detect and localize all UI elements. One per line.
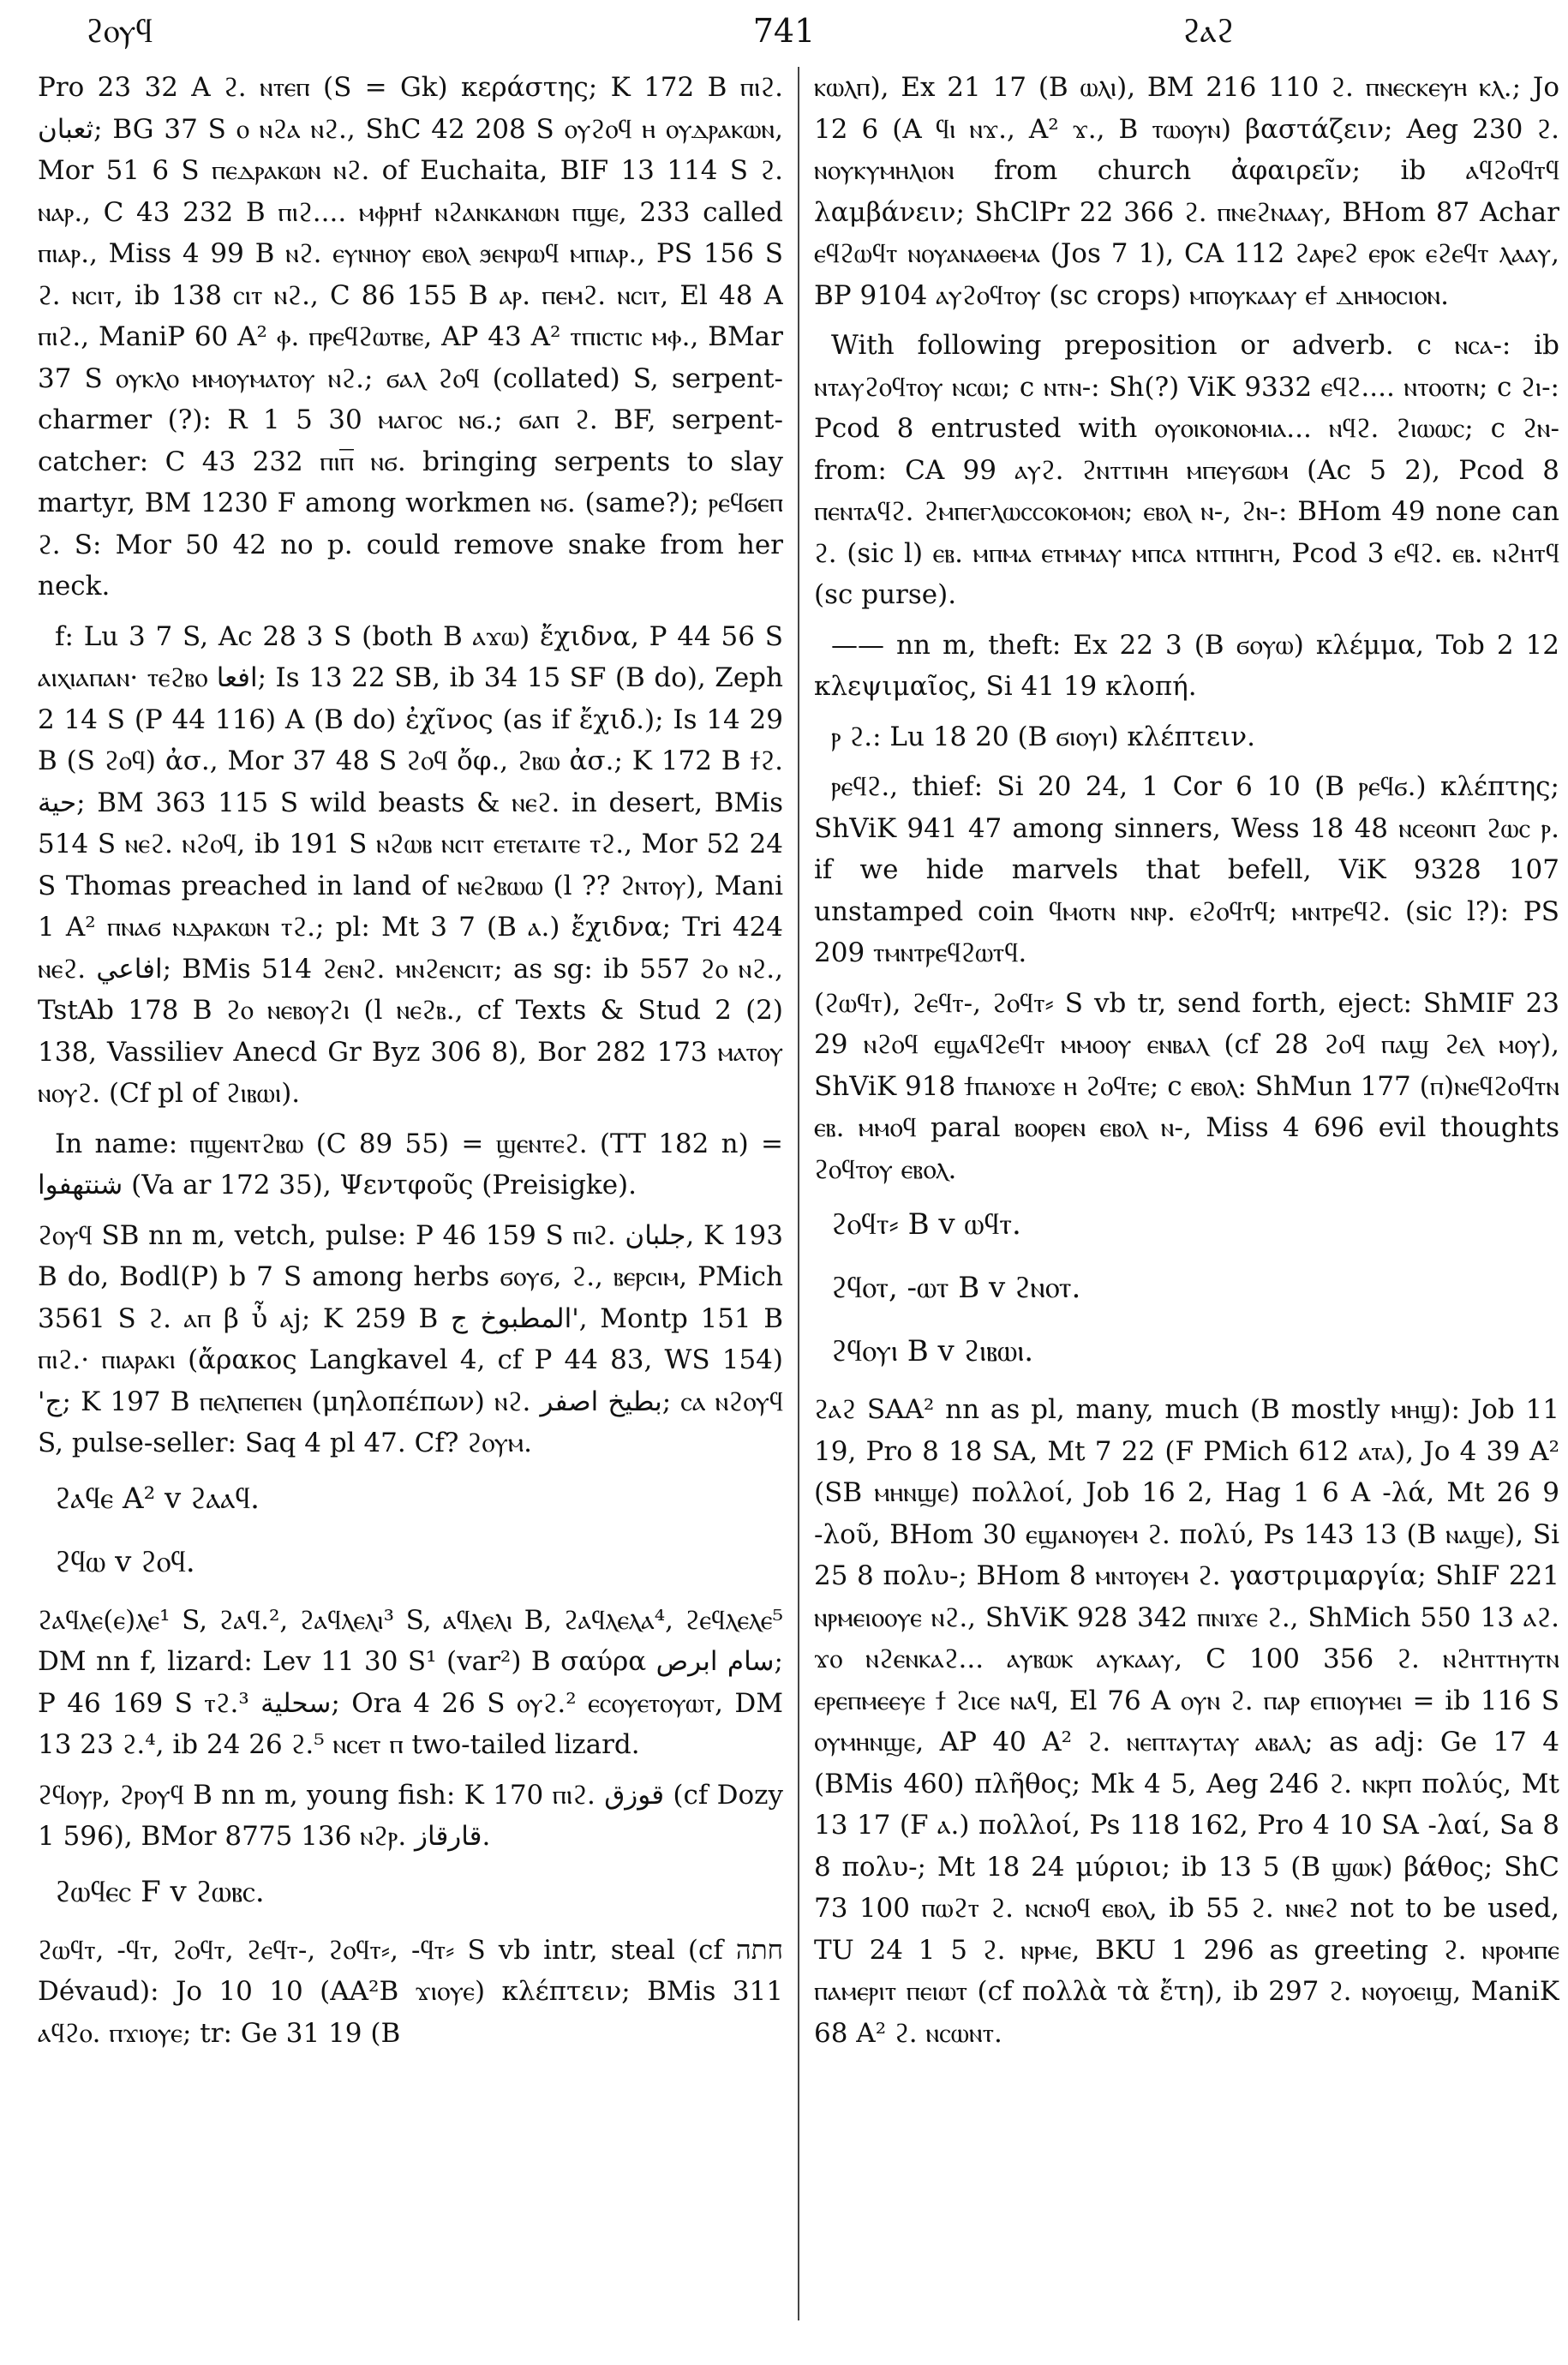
entry-paragraph: —— nn m, theft: Ex 22 3 (B ϭⲟⲩⲱ) κλέμμα, Tob 2 12 κλεψιμαῖος, Si 41 19 κλοπή. xyxy=(814,629,1559,702)
dictionary-entry: ϩⲟⲩϥ SB nn m, vetch, pulse: P 46 159 S ⲡⲓϩ. جلبان, K 193 B do, Bodl(P) b 7 S among herbs ϭⲟⲩϭ, ϩ., ⲃⲉⲣⲥⲓⲙ, PMich 3561 S ϩ. ⲁⲡ β ὖ ⲁϳ; K 259 B المطبوخ ج', Montp 151 B ⲡⲓϩ.· ⲡⲓⲁⲣⲁⲕⲓ (ἄρακος Langkavel 4, cf P 44 83, WS 154) 'ج; K 197 B ⲡⲉⲗⲡⲉⲡⲉⲛ (μηλοπέπων) ⲛϩ. بطيخ اصفر; ⲥⲁ ⲛϩⲟⲩϥ S, pulse-seller: Saq 4 pl 47. Cf? ϩⲟⲩⲙ. xyxy=(38,1219,783,1458)
page-number: 741 xyxy=(752,12,816,50)
entry-paragraph: ⲕⲱⲗⲡ), Ex 21 17 (B ⲱⲗⲓ), BM 216 110 ϩ. ⲡⲛⲉⲥⲕⲉⲩⲏ ⲕⲗ.; Jo 12 6 (A ϥⲓ ⲛϫ., A² ϫ., B ⲧⲱⲟⲩⲛ) βαστάζειν; Aeg 230 ϩ. ⲛⲟⲩⲕⲩⲙⲏⲗⲓⲟⲛ from church ἀφαιρεῖν; ib ⲁϥϩⲟϥⲧϥ λαμβάνειν; ShClPr 22 366 ϩ. ⲡⲛⲉϩⲛⲁⲁⲩ, BHom 87 Achar ⲉϥϩⲱϥⲧ ⲛⲟⲩⲁⲛⲁⲑⲉⲙⲁ (Jos 7 1), CA 112 ϩⲁⲣⲉϩ ⲉⲣⲟⲕ ⲉϩⲉϥⲧ ⲗⲁⲁⲩ, BP 9104 ⲁⲩϩⲟϥⲧⲟⲩ (sc crops) ⲙⲡⲟⲩⲕⲁⲁⲩ ⲉϯ ⲇⲏⲙⲟⲥⲓⲟⲛ. xyxy=(814,72,1559,311)
left-column xyxy=(38,67,783,2339)
entry-paragraph: ⲣⲉϥϩ., thief: Si 20 24, 1 Cor 6 10 (B ⲣⲉϥϭ.) κλέπτης; ShViK 941 47 among sinners, Wess 18 48 ⲛⲥⲉⲟⲛⲡ ϩⲱⲥ ⲣ. if we hide marvels that befell, ViK 9328 107 unstamped coin ϥⲙⲟⲧⲛ ⲛⲛⲣ. ⲉϩⲟϥⲧϥ; ⲙⲛⲧⲣⲉϥϩ. (sic l?): PS 209 ⲧⲙⲛⲧⲣⲉϥϩⲱⲧϥ. xyxy=(814,771,1559,968)
cross-reference-entry: ϩϥⲟⲧ, -ⲱⲧ B v ϩⲛⲟⲧ. xyxy=(831,1271,1081,1305)
dictionary-entry: ϩϥⲟⲩⲣ, ϩⲣⲟⲩϥ B nn m, young fish: K 170 ⲡⲓϩ. قوزق (cf Dozy 1 596), BMor 8775 136 ⲛϩⲣ. قارقاز. xyxy=(38,1779,783,1852)
cross-reference-entry: ϩϥⲟⲩⲓ B v ϩⲓⲃⲱⲓ. xyxy=(831,1334,1034,1368)
dictionary-entry: ϩⲁϥⲗⲉ(ⲉ)ⲗⲉ¹ S, ϩⲁϥ.², ϩⲁϥⲗⲉⲗⲓ³ S, ⲁϥⲗⲉⲗⲓ B, ϩⲁϥⲗⲉⲗⲁ⁴, ϩⲉϥⲗⲉⲗⲉ⁵ DM nn f, lizard: Lev 11 30 S¹ (var²) B σαύρα سام ابرص; P 46 169 S ⲧϩ.³ سحلية; Ora 4 26 S ⲟⲩϩ.² ⲉⲥⲟⲩⲉⲧⲟⲩⲱⲧ, DM 13 23 ϩ.⁴, ib 24 26 ϩ.⁵ ⲛⲥⲉⲧ ⲡ two-tailed lizard. xyxy=(38,1604,783,1760)
running-head-left: ϩⲟⲩϥ xyxy=(86,12,153,50)
entry-paragraph: ⲣ ϩ.: Lu 18 20 (B ϭⲓⲟⲩⲓ) κλέπτειν. xyxy=(831,721,1255,752)
page-header xyxy=(0,0,1568,60)
right-column xyxy=(814,67,1559,2339)
entry-paragraph: Pro 23 32 A ϩ. ⲛⲧⲉⲡ (S = Gk) κεράστης; K 172 B ⲡⲓϩ. ثعبان; BG 37 S ⲟ ⲛϩⲁ ⲛϩ., ShC 42 208 S ⲟⲩϩⲟϥ ⲏ ⲟⲩⲇⲣⲁⲕⲱⲛ, Mor 51 6 S ⲡⲉⲇⲣⲁⲕⲱⲛ ⲛϩ. of Euchaita, BIF 13 114 S ϩ. ⲛⲁⲣ., C 43 232 B ⲡⲓϩ.... ⲙⲫⲣⲏϯ ⲛϩⲁⲛⲕⲁⲛⲱⲛ ⲡϣⲉ, 233 called ⲡⲓⲁⲣ., Miss 4 99 B ⲛϩ. ⲉⲩⲛⲏⲟⲩ ⲉⲃⲟⲗ ϧⲉⲛⲣⲱϥ ⲙⲡⲓⲁⲣ., PS 156 S ϩ. ⲛⲥⲓⲧ, ib 138 ⲥⲓⲧ ⲛϩ., C 86 155 B ⲁⲣ. ⲡⲉⲙϩ. ⲛⲥⲓⲧ, El 48 A ⲡⲓϩ., ManiP 60 A² ⲫ. ⲡⲣⲉϥϩⲱⲧⲃⲉ, AP 43 A² ⲧⲡⲓⲥⲧⲓⲥ ⲙⲫ., BMar 37 S ⲟⲩⲕⲗⲟ ⲙⲙⲟⲩⲙⲁⲧⲟⲩ ⲛϩ.; ϭⲁⲗ ϩⲟϥ (collated) S, serpent-charmer (?): R 1 5 30 ⲙⲁⲅⲟⲥ ⲛϭ.; ϭⲁⲡ ϩ. BF, serpent-catcher: C 43 232 ⲡⲓⲡ̅ ⲛϭ. bringing serpents to slay martyr, BM 1230 F among workmen ⲛϭ. (same?); ⲣⲉϥϭⲉⲡ ϩ. S: Mor 50 42 no p. could remove snake from her neck. xyxy=(38,72,783,602)
cross-reference-entry: ϩⲱϥⲉⲥ F v ϩⲱⲃⲥ. xyxy=(55,1874,265,1909)
column-divider xyxy=(798,67,799,2320)
entry-paragraph: With following preposition or adverb. c ⲛⲥⲁ-: ib ⲛⲧⲁⲩϩⲟϥⲧⲟⲩ ⲛⲥⲱⲓ; c ⲛⲧⲛ-: Sh(?) ViK 9332 ⲉϥϩ.... ⲛⲧⲟⲟⲧⲛ; c ϩⲓ-: Pcod 8 entrusted with ⲟⲩⲟⲓⲕⲟⲛⲟⲙⲓⲁ... ⲛϥϩ. ϩⲓⲱⲱⲥ; c ϩⲛ- from: CA 99 ⲁⲩϩ. ϩⲛⲧⲧⲓⲙⲏ ⲙⲡⲉⲩϭⲱⲙ (Ac 5 2), Pcod 8 ⲡⲉⲛⲧⲁϥϩ. ϩⲙⲡⲉⲅⲗⲱⲥⲥⲟⲕⲟⲙⲟⲛ; ⲉⲃⲟⲗ ⲛ-, ϩⲛ-: BHom 49 none can ϩ. (sic l) ⲉⲃ. ⲙⲡⲙⲁ ⲉⲧⲙⲙⲁⲩ ⲙⲡⲥⲁ ⲛⲧⲡⲏⲅⲏ, Pcod 3 ⲉϥϩ. ⲉⲃ. ⲛϩⲏⲧϥ (sc purse). xyxy=(814,330,1559,610)
dictionary-entry: (ϩⲱϥⲧ), ϩⲉϥⲧ-, ϩⲟϥⲧ⸗ S vb tr, send forth, eject: ShMIF 23 29 ⲛϩⲟϥ ⲉϣⲁϥϩⲉϥⲧ ⲙⲙⲟⲟⲩ ⲉⲛⲃⲁⲗ (cf 28 ϩⲟϥ ⲡⲁϣ ϩⲉⲗ ⲙⲟⲩ), ShViK 918 ϯⲡⲁⲛⲟϫⲉ ⲏ ϩⲟϥⲧⲉ; c ⲉⲃⲟⲗ: ShMun 177 (ⲡ)ⲛⲉϥϩⲟϥⲧⲛ ⲉⲃ. ⲙⲙⲟϥ paral ⲃⲟⲟⲣⲉⲛ ⲉⲃⲟⲗ ⲛ-, Miss 4 696 evil thoughts ϩⲟϥⲧⲟⲩ ⲉⲃⲟⲗ. xyxy=(814,987,1559,1185)
dictionary-entry: ϩⲁϩ SAA² nn as pl, many, much (B mostly ⲙⲏϣ): Job 11 19, Pro 8 18 SA, Mt 7 22 (F PMich 612 ⲁⲧⲁ), Jo 4 39 A² (SB ⲙⲏⲛϣⲉ) πολλοί, Job 16 2, Hag 1 6 A -λά, Mt 26 9 -λοῦ, BHom 30 ⲉϣⲁⲛⲟⲩⲉⲙ ϩ. πολύ, Ps 143 13 (B ⲛⲁϣⲉ), Si 25 8 πολυ-; BHom 8 ⲙⲛⲧⲟⲩⲉⲙ ϩ. γαστριμαργία; ShIF 221 ⲛⲣⲙⲉⲓⲟⲟⲩⲉ ⲛϩ., ShViK 928 342 ⲡⲛⲓϫⲉ ϩ., ShMich 550 13 ⲁϩ. ϫⲟ ⲛϩⲉⲛⲕⲁϩ... ⲁⲩⲃⲱⲕ ⲁⲩⲕⲁⲁⲩ, C 100 356 ϩ. ⲛϩⲏⲧⲧⲏⲩⲧⲛ ⲉⲣⲉⲡⲙⲉⲉⲩⲉ ϯ ϩⲓⲥⲉ ⲛⲁϥ, El 76 A ⲟⲩⲛ ϩ. ⲡⲁⲣ ⲉⲡⲓⲟⲩⲙⲉⲓ = ib 116 S ⲟⲩⲙⲏⲛϣⲉ, AP 40 A² ϩ. ⲛⲉⲡⲧⲁⲩⲧⲁⲩ ⲁⲃⲁⲗ; as adj: Ge 17 4 (BMis 460) πλῆθος; Mk 4 5, Aeg 246 ϩ. ⲛⲕⲣⲡ πολύς, Mt 13 17 (F ⲁ.) πολλοί, Ps 118 162, Pro 4 10 SA -λαί, Sa 8 8 πολυ-; Mt 18 24 μύριοι; ib 13 5 (B ϣⲱⲕ) βάθος; ShC 73 100 ⲡⲱϩⲧ ϩ. ⲛⲥⲛⲟϥ ⲉⲃⲟⲗ, ib 55 ϩ. ⲛⲛⲉϩ not to be used, TU 24 1 5 ϩ. ⲛⲣⲙⲉ, BKU 1 296 as greeting ϩ. ⲛⲣⲟⲙⲡⲉ ⲡⲁⲙⲉⲣⲓⲧ ⲡⲉⲓⲱⲧ (cf πολλὰ τὰ ἔτη), ib 297 ϩ. ⲛⲟⲩⲟⲉⲓϣ, ManiK 68 A² ϩ. ⲛⲥⲱⲛⲧ. xyxy=(814,1394,1559,2049)
cross-reference-entry: ϩⲟϥⲧ⸗ B v ⲱϥⲧ. xyxy=(831,1207,1021,1242)
cross-reference-entry: ϩⲁϥⲉ A² v ϩⲁⲁϥ. xyxy=(55,1481,260,1516)
entry-paragraph: In name: ⲡϣⲉⲛⲧϩⲃⲱ (C 89 55) = ϣⲉⲛⲧⲉϩ. (TT 182 n) = شنتهفوا (Va ar 172 35), Ψεντφοῦς (Preisigke). xyxy=(38,1128,783,1200)
cross-reference-entry: ϩϥⲱ v ϩⲟϥ. xyxy=(55,1544,195,1579)
entry-paragraph: f: Lu 3 7 S, Ac 28 3 S (both B ⲁϫⲱ) ἔχιδνα, P 44 56 S ⲁⲓⲭⲓⲁⲡⲁⲛ· ⲧⲉϩⲃⲟ افعا; Is 13 22 SB, ib 34 15 SF (B do), Zeph 2 14 S (P 44 116) A (B do) ἐχῖνος (as if ἔχιδ.); Is 14 29 B (S ϩⲟϥ) ἀσ., Mor 37 48 S ϩⲟϥ ὄφ., ϩⲃⲱ ἀσ.; K 172 B ϯϩ. حية; BM 363 115 S wild beasts & ⲛⲉϩ. in desert, BMis 514 S ⲛⲉϩ. ⲛϩⲟϥ, ib 191 S ⲛϩⲱⲃ ⲛⲥⲓⲧ ⲉⲧⲉⲧⲁⲓⲧⲉ ⲧϩ., Mor 52 24 S Thomas preached in land of ⲛⲉϩⲃⲱⲱ (l ?? ϩⲛⲧⲟⲩ), Mani 1 A² ⲡⲛⲁϭ ⲛⲇⲣⲁⲕⲱⲛ ⲧϩ.; pl: Mt 3 7 (B ⲁ.) ἔχιδνα; Tri 424 ⲛⲉϩ. افاعي; BMis 514 ϩⲉⲛϩ. ⲙⲛϩⲉⲛⲥⲓⲧ; as sg: ib 557 ϩⲟ ⲛϩ., TstAb 178 B ϩⲟ ⲛⲉⲃⲟⲩϩⲓ (l ⲛⲉϩⲃ., cf Texts & Stud 2 (2) 138, Vassiliev Anecd Gr Byz 306 8), Bor 282 173 ⲙⲁⲧⲟⲩ ⲛⲟⲩϩ. (Cf pl of ϩⲓⲃⲱⲓ). xyxy=(38,620,783,1109)
dictionary-entry: ϩⲱϥⲧ, -ϥⲧ, ϩⲟϥⲧ, ϩⲉϥⲧ-, ϩⲟϥⲧ⸗, -ϥⲧ⸗ S vb intr, steal (cf חתה Dévaud): Jo 10 10 (AA²B ϫⲓⲟⲩⲉ) κλέπτειν; BMis 311 ⲁϥϩⲟ. ⲡϫⲓⲟⲩⲉ; tr: Ge 31 19 (B xyxy=(38,1934,783,2049)
running-head-right: ϩⲁϩ xyxy=(1182,12,1235,50)
